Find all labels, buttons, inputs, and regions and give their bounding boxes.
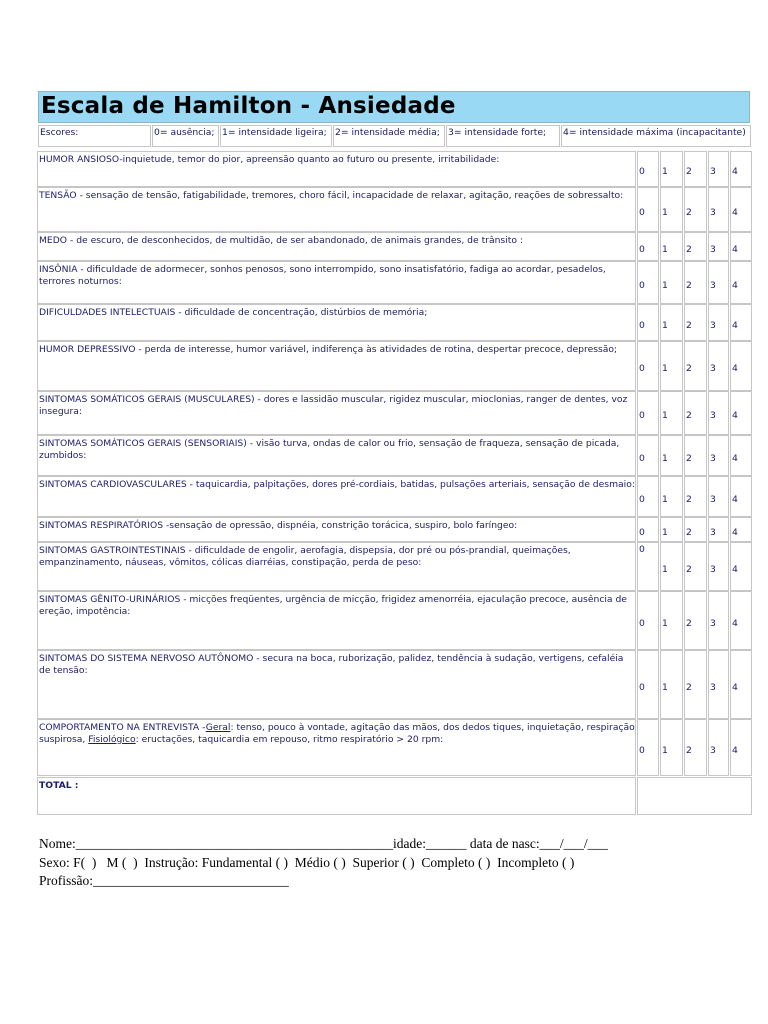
score-value-0: 0 [639,280,645,291]
score-value-0: 0 [639,453,645,464]
score-value-0: 0 [639,494,645,505]
score-value-3: 3 [710,207,716,218]
score-value-1: 1 [662,363,668,374]
score-value-3: 3 [710,682,716,693]
score-value-1: 1 [662,618,668,629]
scores-label: Escores: [40,127,79,138]
score-value-3: 3 [710,453,716,464]
score-value-2: 2 [686,494,692,505]
score-value-2: 2 [686,453,692,464]
score-value-0: 0 [639,410,645,421]
score-value-3: 3 [710,618,716,629]
score-value-4: 4 [732,410,738,421]
score-option-cell [446,125,560,147]
item-description: SINTOMAS RESPIRATÓRIOS -sensação de opressão, dispnéia, constrição torácica, suspiro, bolo faríngeo: [39,520,518,531]
score-value-4: 4 [732,207,738,218]
score-value-1: 1 [662,745,668,756]
score-value-0: 0 [639,745,645,756]
score-value-1: 1 [662,453,668,464]
score-value-0: 0 [639,544,645,555]
scores-label-cell [38,125,151,147]
fisiologico-label: Fisiológico [88,733,136,745]
score-value-3: 3 [710,527,716,538]
score-value-1: 1 [662,682,668,693]
score-option-cell [220,125,332,147]
footer-profession-line: Profissão:_____________________________ [39,873,289,888]
score-value-3: 3 [710,280,716,291]
score-value-3: 3 [710,410,716,421]
score-value-3: 3 [710,166,716,177]
item-description: HUMOR ANSIOSO-inquietude, temor do pior, apreensão quanto ao futuro ou presente, irritabilidade: [39,154,500,165]
score-value-3: 3 [710,564,716,575]
score-option: 4= intensidade máxima (incapacitante) [563,127,746,138]
score-value-1: 1 [662,280,668,291]
score-option-cell [333,125,445,147]
score-option: 3= intensidade forte; [448,127,547,138]
item-description: SINTOMAS DO SISTEMA NERVOSO AUTÔNOMO - secura na boca, ruborização, palidez, tendência à sudação, vertigens, cefaléia de tensão: [39,653,624,676]
score-value-2: 2 [686,745,692,756]
score-value-2: 2 [686,363,692,374]
score-option: 0= ausência; [154,127,215,138]
behavior-prefix: COMPORTAMENTO NA ENTREVISTA - [39,722,206,733]
item-description: SINTOMAS SOMÁTICOS GERAIS (SENSORIAIS) - visão turva, ondas de calor ou frio, sensação de fraqueza, sensação de picada, zumbidos: [39,438,620,461]
score-value-2: 2 [686,410,692,421]
score-value-0: 0 [639,527,645,538]
item-description: HUMOR DEPRESSIVO - perda de interesse, humor variável, indiferença às atividades de rotina, despertar precoce, depressão; [39,344,618,355]
item-description: INSÔNIA - dificuldade de adormecer, sonhos penosos, sono interrompido, sono insatisfatório, fadiga ao acordar, pesadelos, terrores noturnos: [39,264,606,287]
score-value-4: 4 [732,745,738,756]
item-description: SINTOMAS SOMÁTICOS GERAIS (MUSCULARES) - dores e lassidão muscular, rigidez muscular, mioclonias, ranger de dentes, voz insegura: [39,394,628,417]
score-value-1: 1 [662,564,668,575]
score-value-4: 4 [732,453,738,464]
score-value-2: 2 [686,166,692,177]
score-option-cell [152,125,219,147]
score-value-3: 3 [710,244,716,255]
form-title: Escala de Hamilton - Ansiedade [41,93,456,119]
footer-name-line: Nome:_______________________________________________idade:______ data de nasc:___/___/___ [39,836,608,851]
score-option-cell [561,125,751,147]
score-value-4: 4 [732,682,738,693]
geral-text: : tenso, pouco à vontade, agitação das mãos, dos dedos tiques, inquietação, respiração suspirosa, [39,722,635,745]
geral-label: Geral [205,722,231,733]
score-value-0: 0 [639,244,645,255]
score-value-4: 4 [732,363,738,374]
score-value-1: 1 [662,527,668,538]
score-value-1: 1 [662,244,668,255]
score-value-0: 0 [639,618,645,629]
score-value-1: 1 [662,410,668,421]
score-value-0: 0 [639,207,645,218]
score-value-0: 0 [639,682,645,693]
item-description: TENSÃO - sensação de tensão, fatigabilidade, tremores, choro fácil, incapacidade de relaxar, agitação, reações de sobressalto: [39,190,624,201]
item-description: DIFICULDADES INTELECTUAIS - dificuldade de concentração, distúrbios de memória; [39,307,428,318]
fisiologico-text: : eructações, taquicardia em repouso, ritmo respiratório > 20 rpm: [135,733,444,745]
score-value-2: 2 [686,207,692,218]
score-value-2: 2 [686,280,692,291]
score-option: 2= intensidade média; [335,127,440,138]
footer-sex-line: Sexo: F( ) M ( ) Instrução: Fundamental ( ) Médio ( ) Superior ( ) Completo ( ) Incompleto ( ) [39,855,575,870]
item-description [39,722,635,745]
score-option: 1= intensidade ligeira; [222,127,327,138]
score-value-0: 0 [639,363,645,374]
score-value-4: 4 [732,280,738,291]
score-value-4: 4 [732,166,738,177]
score-value-4: 4 [732,618,738,629]
score-value-1: 1 [662,207,668,218]
total-label-cell [37,777,636,815]
score-value-2: 2 [686,618,692,629]
score-value-0: 0 [639,320,645,331]
score-value-1: 1 [662,320,668,331]
score-value-1: 1 [662,494,668,505]
score-value-3: 3 [710,494,716,505]
score-value-3: 3 [710,745,716,756]
score-value-0: 0 [639,166,645,177]
score-value-3: 3 [710,320,716,331]
score-value-4: 4 [732,494,738,505]
total-value-cell [637,777,752,815]
score-value-2: 2 [686,682,692,693]
score-value-4: 4 [732,564,738,575]
item-description: SINTOMAS CARDIOVASCULARES - taquicardia, palpitações, dores pré-cordiais, batidas, pulsações arteriais, sensação de desmaio: [39,479,635,490]
total-label: TOTAL : [39,780,79,791]
title-bar [38,91,750,123]
item-description: SINTOMAS GASTROINTESTINAIS - dificuldade de engolir, aerofagia, dispepsia, dor pré ou pós-prandial, queimações, empanzinamento, náuseas, vômitos, cólicas diarréias, constipação, perda de peso: [39,545,571,568]
score-value-3: 3 [710,363,716,374]
score-value-4: 4 [732,320,738,331]
item-description: MEDO - de escuro, de desconhecidos, de multidão, de ser abandonado, de animais grandes, de trânsito : [39,235,523,246]
score-value-4: 4 [732,244,738,255]
score-value-4: 4 [732,527,738,538]
score-value-2: 2 [686,527,692,538]
score-value-2: 2 [686,320,692,331]
score-value-1: 1 [662,166,668,177]
item-description: SINTOMAS GÊNITO-URINÁRIOS - micções freqüentes, urgência de micção, frigidez amenorréia, ejaculação precoce, ausência de ereção, impotência: [39,594,627,617]
score-value-2: 2 [686,244,692,255]
score-value-2: 2 [686,564,692,575]
